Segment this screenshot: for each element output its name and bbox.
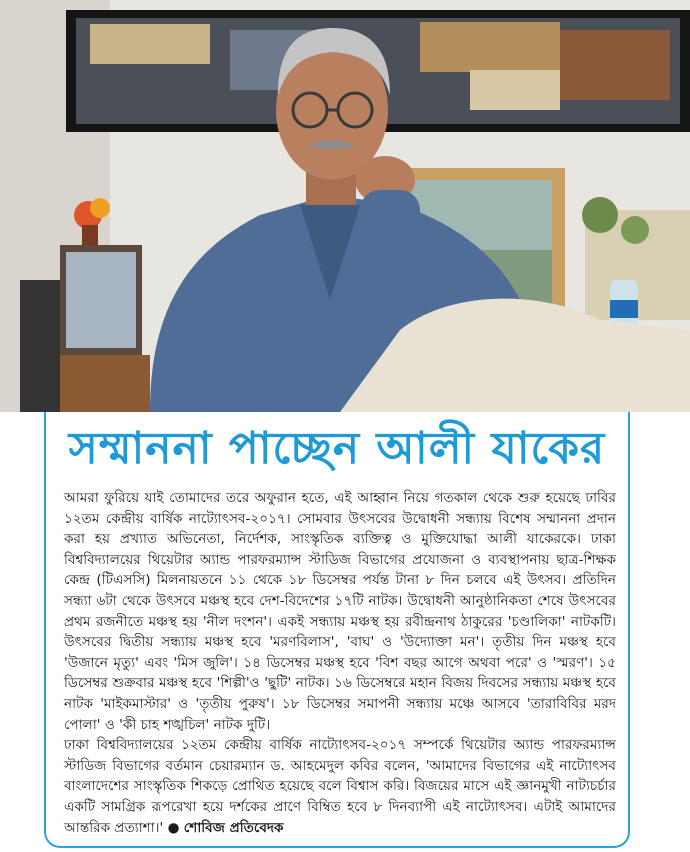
paragraph-1: আমরা ফুরিয়ে যাই তোমাদের তরে অফুরান হতে, এই আহ্বান নিয়ে গতকাল থেকে শুরু হয়েছে ঢাবির ১২তম কেন্দ্রীয় বার্ষিক নাট্যোৎসব-২০১৭। সোমবার উৎসবের উদ্বোধনী সন্ধ্যায় বিশেষ সম্মাননা প্রদান করা হয় প্রখ্যাত অভিনেতা, নির্দেশক, সাংস্কৃতিক ব্যক্তিত্ব ও মুক্তিযোদ্ধা আলী যাকেরকে। ঢাকা বিশ্ববিদ্যালয়ের থিয়েটার অ্যান্ড পারফরম্যান্স স্টাডিজ বিভাগের প্রযোজনা ও ব্যবস্থাপনায় ছাত্র-শিক্ষক কেন্দ্র (টিএসসি) মিলনায়তনে ১১ থেকে ১৮ ডিসেম্বর পর্যন্ত টানা ৮ দিন চলবে এই উৎসব। প্রতিদিন সন্ধ্যা ৬টা থেকে উৎসবে মঞ্চস্থ হবে দেশ-বিদেশের ১৭টি নাটক। উদ্বোধনী আনুষ্ঠানিকতা শেষে উৎসবের প্রথম রজনীতে মঞ্চস্থ হয় 'নীল দংশন'। একই সন্ধ্যায় মঞ্চস্থ হয় রবীন্দ্রনাথ ঠাকুরের 'চণ্ডালিকা' নাটকটি। উৎসবের দ্বিতীয় সন্ধ্যায় মঞ্চস্থ হবে 'মরণবিলাস', 'বাঘ' ও 'উদ্যোক্তা মন'। তৃতীয় দিন মঞ্চস্থ হবে 'উজানে মৃত্যু' এবং 'মিস জুলি'। ১৪ ডিসেম্বর মঞ্চস্থ হবে 'বিশ বছর আগে অথবা পরে' ও 'স্মরণ'। ১৫ ডিসেম্বর শুক্রবার মঞ্চস্থ হবে 'শিল্পী'ও 'ছুটি' নাটক। ১৬ ডিসেম্বরে মহান বিজয় দিবসের সন্ধ্যায় মঞ্চস্থ হবে নাটক 'মাইকমাস্টার' ও 'তৃতীয় পুরুষ'। ১৮ ডিসেম্বর সমাপনী সন্ধ্যায় মঞ্চে আসবে 'তারাবিবির মরদ পোলা' ও 'কী চাহ শঙ্খচিল' নাটক দুটি।	[64, 490, 616, 733]
headline: সম্মাননা পাচ্ছেন আলী যাকের	[68, 423, 606, 474]
bullet-icon: ●	[167, 819, 180, 836]
byline: শোবিজ প্রতিবেদক	[183, 819, 284, 836]
article-body	[64, 488, 616, 838]
feature-photo	[0, 0, 690, 412]
paragraph-2	[64, 735, 616, 838]
paragraph-2-text: ঢাকা বিশ্ববিদ্যালয়ের ১২তম কেন্দ্রীয় বার্ষিক নাট্যোৎসব-২০১৭ সম্পর্কে থিয়েটার অ্যান্ড পারফরম্যান্স স্টাডিজ বিভাগের বর্তমান চেয়ারম্যান ড. আহমেদুল কবির বলেন, 'আমাদের বিভাগের এই নাট্যোৎসব বাংলাদেশের সাংস্কৃতিক শিকড়ে প্রোথিত হয়েছে বলে বিশ্বাস করি। বিজয়ের মাসে এই জ্ঞানমুখী নাট্যচর্চার একটি সামগ্রিক রূপরেখা হয়ে দর্শকের প্রাণে বিম্বিত হবে ৮ দিনব্যাপী এই নাট্যোৎসব। এটাই আমাদের আন্তরিক প্রত্যাশা।'	[64, 737, 616, 836]
